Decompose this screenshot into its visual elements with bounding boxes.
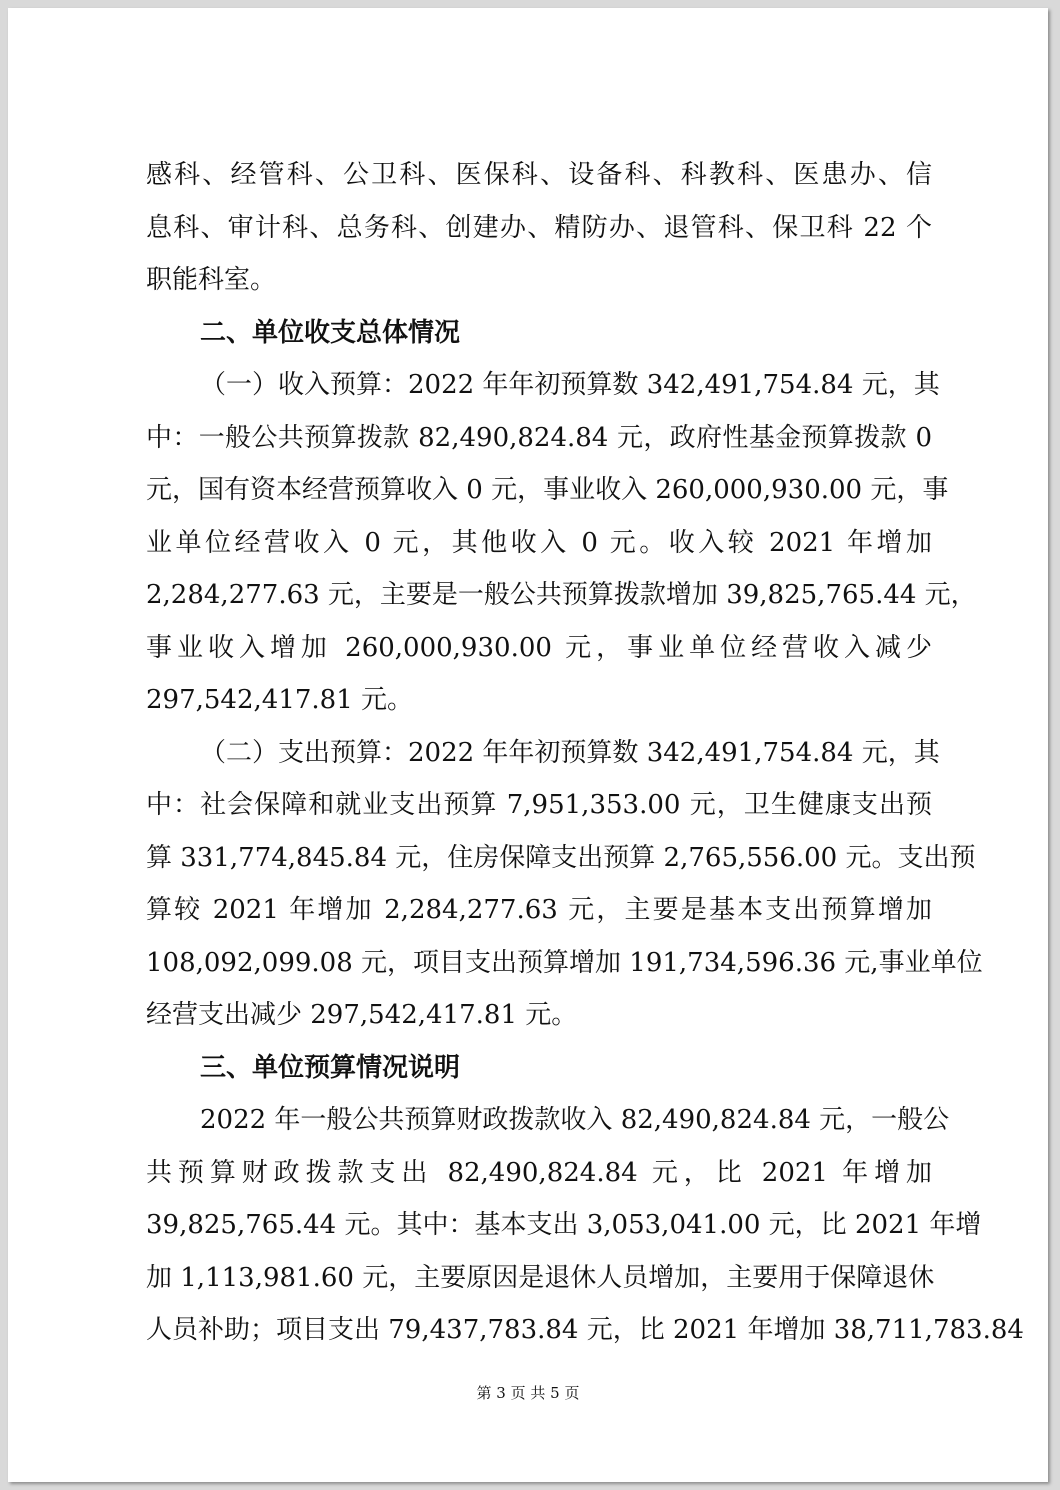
section-heading-3: 三、单位预算情况说明 xyxy=(200,1053,461,1083)
text-line-17: 经营支出减少 297,542,417.81 元。 xyxy=(146,1000,578,1030)
text-line-14: 算 331,774,845.84 元，住房保障支出预算 2,765,556.00 元。支出预 xyxy=(146,843,976,873)
text-line-2: 息科、审计科、总务科、创建办、精防办、退管科、保卫科 22 个 xyxy=(146,213,932,243)
text-line-9: 2,284,277.63 元，主要是一般公共预算拨款增加 39,825,765.44 元， xyxy=(146,580,977,610)
text-line-23: 人员补助；项目支出 79,437,783.84 元，比 2021 年增加 38,711,783.84 xyxy=(146,1315,1024,1345)
text-line-3: 职能科室。 xyxy=(146,265,277,295)
text-line-20: 共预算财政拨款支出 82,490,824.84 元，比 2021 年增加 xyxy=(146,1158,932,1188)
text-line-19: 2022 年一般公共预算财政拨款收入 82,490,824.84 元，一般公 xyxy=(200,1105,950,1135)
text-line-8: 业单位经营收入 0 元，其他收入 0 元。收入较 2021 年增加 xyxy=(146,528,932,558)
text-line-1: 感科、经管科、公卫科、医保科、设备科、科教科、医患办、信 xyxy=(146,160,932,190)
text-line-13: 中：社会保障和就业支出预算 7,951,353.00 元，卫生健康支出预 xyxy=(146,790,932,820)
document-page xyxy=(8,8,1048,1482)
text-line-12: （二）支出预算：2022 年年初预算数 342,491,754.84 元，其 xyxy=(200,738,940,768)
section-heading-2: 二、单位收支总体情况 xyxy=(200,318,461,348)
page-number-footer: 第 3 页 共 5 页 xyxy=(476,1384,580,1402)
text-line-11: 297,542,417.81 元。 xyxy=(146,685,414,715)
text-line-6: 中：一般公共预算拨款 82,490,824.84 元，政府性基金预算拨款 0 xyxy=(146,423,932,453)
text-line-5: （一）收入预算：2022 年年初预算数 342,491,754.84 元，其 xyxy=(200,370,940,400)
text-line-22: 加 1,113,981.60 元，主要原因是退休人员增加，主要用于保障退休 xyxy=(146,1263,935,1293)
text-line-10: 事业收入增加 260,000,930.00 元，事业单位经营收入减少 xyxy=(146,633,932,663)
text-line-15: 算较 2021 年增加 2,284,277.63 元，主要是基本支出预算增加 xyxy=(146,895,932,925)
text-line-7: 元，国有资本经营预算收入 0 元，事业收入 260,000,930.00 元，事 xyxy=(146,475,949,505)
text-line-21: 39,825,765.44 元。其中：基本支出 3,053,041.00 元，比 2021 年增 xyxy=(146,1210,982,1240)
text-line-16: 108,092,099.08 元，项目支出预算增加 191,734,596.36 元,事业单位 xyxy=(146,948,983,978)
